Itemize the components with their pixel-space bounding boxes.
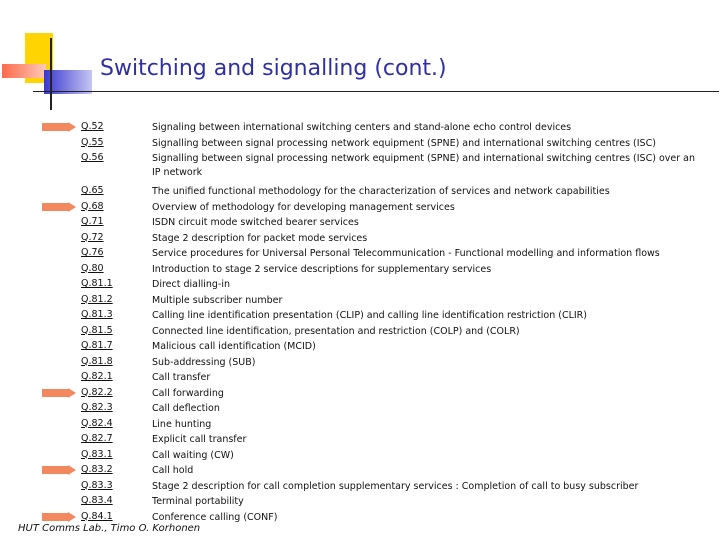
recommendation-list xyxy=(0,120,720,525)
recommendation-description: Call waiting (CW) xyxy=(152,449,234,461)
recommendation-code[interactable]: Q.82.1 xyxy=(81,371,113,382)
recommendation-description: Introduction to stage 2 service descriptions for supplementary services xyxy=(152,263,492,275)
list-item xyxy=(0,401,720,417)
recommendation-code[interactable]: Q.71 xyxy=(81,216,104,227)
recommendation-code[interactable]: Q.68 xyxy=(81,200,104,212)
list-item xyxy=(0,293,720,309)
recommendation-code[interactable]: Q.80 xyxy=(81,262,104,274)
pointer-arrow-icon xyxy=(42,122,76,132)
pointer-arrow-icon xyxy=(42,465,76,475)
recommendation-code[interactable]: Q.83.2 xyxy=(81,464,113,475)
recommendation-code[interactable]: Q.84.1 xyxy=(81,510,113,522)
recommendation-code[interactable]: Q.81.5 xyxy=(81,324,113,336)
recommendation-code[interactable]: Q.72 xyxy=(81,231,104,243)
pointer-arrow-icon xyxy=(42,388,76,398)
title-underline xyxy=(33,91,719,92)
list-item xyxy=(0,277,720,293)
recommendation-code[interactable]: Q.81.1 xyxy=(81,278,113,289)
recommendation-code[interactable]: Q.82.4 xyxy=(81,417,113,429)
recommendation-description: Call forwarding xyxy=(152,387,224,399)
recommendation-description: Line hunting xyxy=(152,418,212,430)
recommendation-description: Direct dialling-in xyxy=(152,279,231,290)
recommendation-code[interactable]: Q.52 xyxy=(81,121,104,132)
pointer-arrow-icon xyxy=(42,202,76,212)
list-item xyxy=(0,339,720,355)
recommendation-description: Signalling between signal processing network equipment (SPNE) and international switching centres (ISC) xyxy=(152,137,656,149)
recommendation-description: Terminal portability xyxy=(152,496,244,507)
recommendation-description: Conference calling (CONF) xyxy=(152,511,278,523)
list-item xyxy=(0,479,720,495)
list-item xyxy=(0,184,720,200)
list-item xyxy=(0,355,720,371)
list-item xyxy=(0,246,720,262)
recommendation-code[interactable]: Q.81.3 xyxy=(81,309,113,320)
recommendation-description: Call hold xyxy=(152,465,194,476)
list-item xyxy=(0,448,720,464)
decor-red-bar xyxy=(2,64,46,78)
recommendation-code[interactable]: Q.81.8 xyxy=(81,355,113,367)
recommendation-code[interactable]: Q.76 xyxy=(81,247,104,258)
list-item xyxy=(0,386,720,402)
slide-title: Switching and signalling (cont.) xyxy=(100,56,447,81)
recommendation-description: Stage 2 description for call completion supplementary services : Completion of call to busy subscriber xyxy=(152,480,639,492)
recommendation-description: Signaling between international switching centers and stand-alone echo control devices xyxy=(152,122,572,133)
list-item xyxy=(0,215,720,231)
list-item xyxy=(0,262,720,278)
list-item xyxy=(0,494,720,510)
recommendation-description: Call deflection xyxy=(152,403,220,414)
list-item xyxy=(0,308,720,324)
recommendation-code[interactable]: Q.82.2 xyxy=(81,386,113,398)
recommendation-code[interactable]: Q.81.2 xyxy=(81,293,113,305)
recommendation-description: Overview of methodology for developing management services xyxy=(152,201,455,213)
recommendation-code[interactable]: Q.83.4 xyxy=(81,495,113,506)
recommendation-description: Explicit call transfer xyxy=(152,434,247,445)
recommendation-description: Sub-addressing (SUB) xyxy=(152,356,256,368)
list-item xyxy=(0,136,720,152)
recommendation-code[interactable]: Q.82.7 xyxy=(81,433,113,444)
recommendation-code[interactable]: Q.83.3 xyxy=(81,479,113,491)
list-item xyxy=(0,463,720,479)
recommendation-code[interactable]: Q.55 xyxy=(81,136,104,148)
recommendation-description: Call transfer xyxy=(152,372,211,383)
recommendation-code[interactable]: Q.83.1 xyxy=(81,448,113,460)
recommendation-description: Service procedures for Universal Personal Telecommunication - Functional modelling and information flows xyxy=(152,248,660,259)
recommendation-code[interactable]: Q.65 xyxy=(81,185,104,196)
pointer-arrow-icon xyxy=(42,512,76,522)
recommendation-description: The unified functional methodology for the characterization of services and network capabilities xyxy=(152,186,610,197)
recommendation-code[interactable]: Q.82.3 xyxy=(81,402,113,413)
recommendation-description: Multiple subscriber number xyxy=(152,294,283,306)
recommendation-description: Calling line identification presentation (CLIP) and calling line identification restriction (CLIR) xyxy=(152,310,587,321)
slide-footer: HUT Comms Lab., Timo O. Korhonen xyxy=(18,523,201,534)
list-item xyxy=(0,324,720,340)
list-item xyxy=(0,417,720,433)
list-item xyxy=(0,231,720,247)
recommendation-description: Connected line identification, presentation and restriction (COLP) and (COLR) xyxy=(152,325,520,337)
list-item xyxy=(0,151,720,182)
recommendation-description: ISDN circuit mode switched bearer services xyxy=(152,217,359,228)
list-item xyxy=(0,370,720,386)
recommendation-description: Signalling between signal processing network equipment (SPNE) and international switching centres (ISC) over an IP network xyxy=(152,153,695,178)
decor-vertical-line xyxy=(50,38,52,110)
recommendation-description: Malicious call identification (MCID) xyxy=(152,341,316,352)
recommendation-description: Stage 2 description for packet mode services xyxy=(152,232,368,244)
list-item xyxy=(0,120,720,136)
list-item xyxy=(0,432,720,448)
recommendation-code[interactable]: Q.81.7 xyxy=(81,340,113,351)
recommendation-code[interactable]: Q.56 xyxy=(81,152,104,163)
list-item xyxy=(0,200,720,216)
